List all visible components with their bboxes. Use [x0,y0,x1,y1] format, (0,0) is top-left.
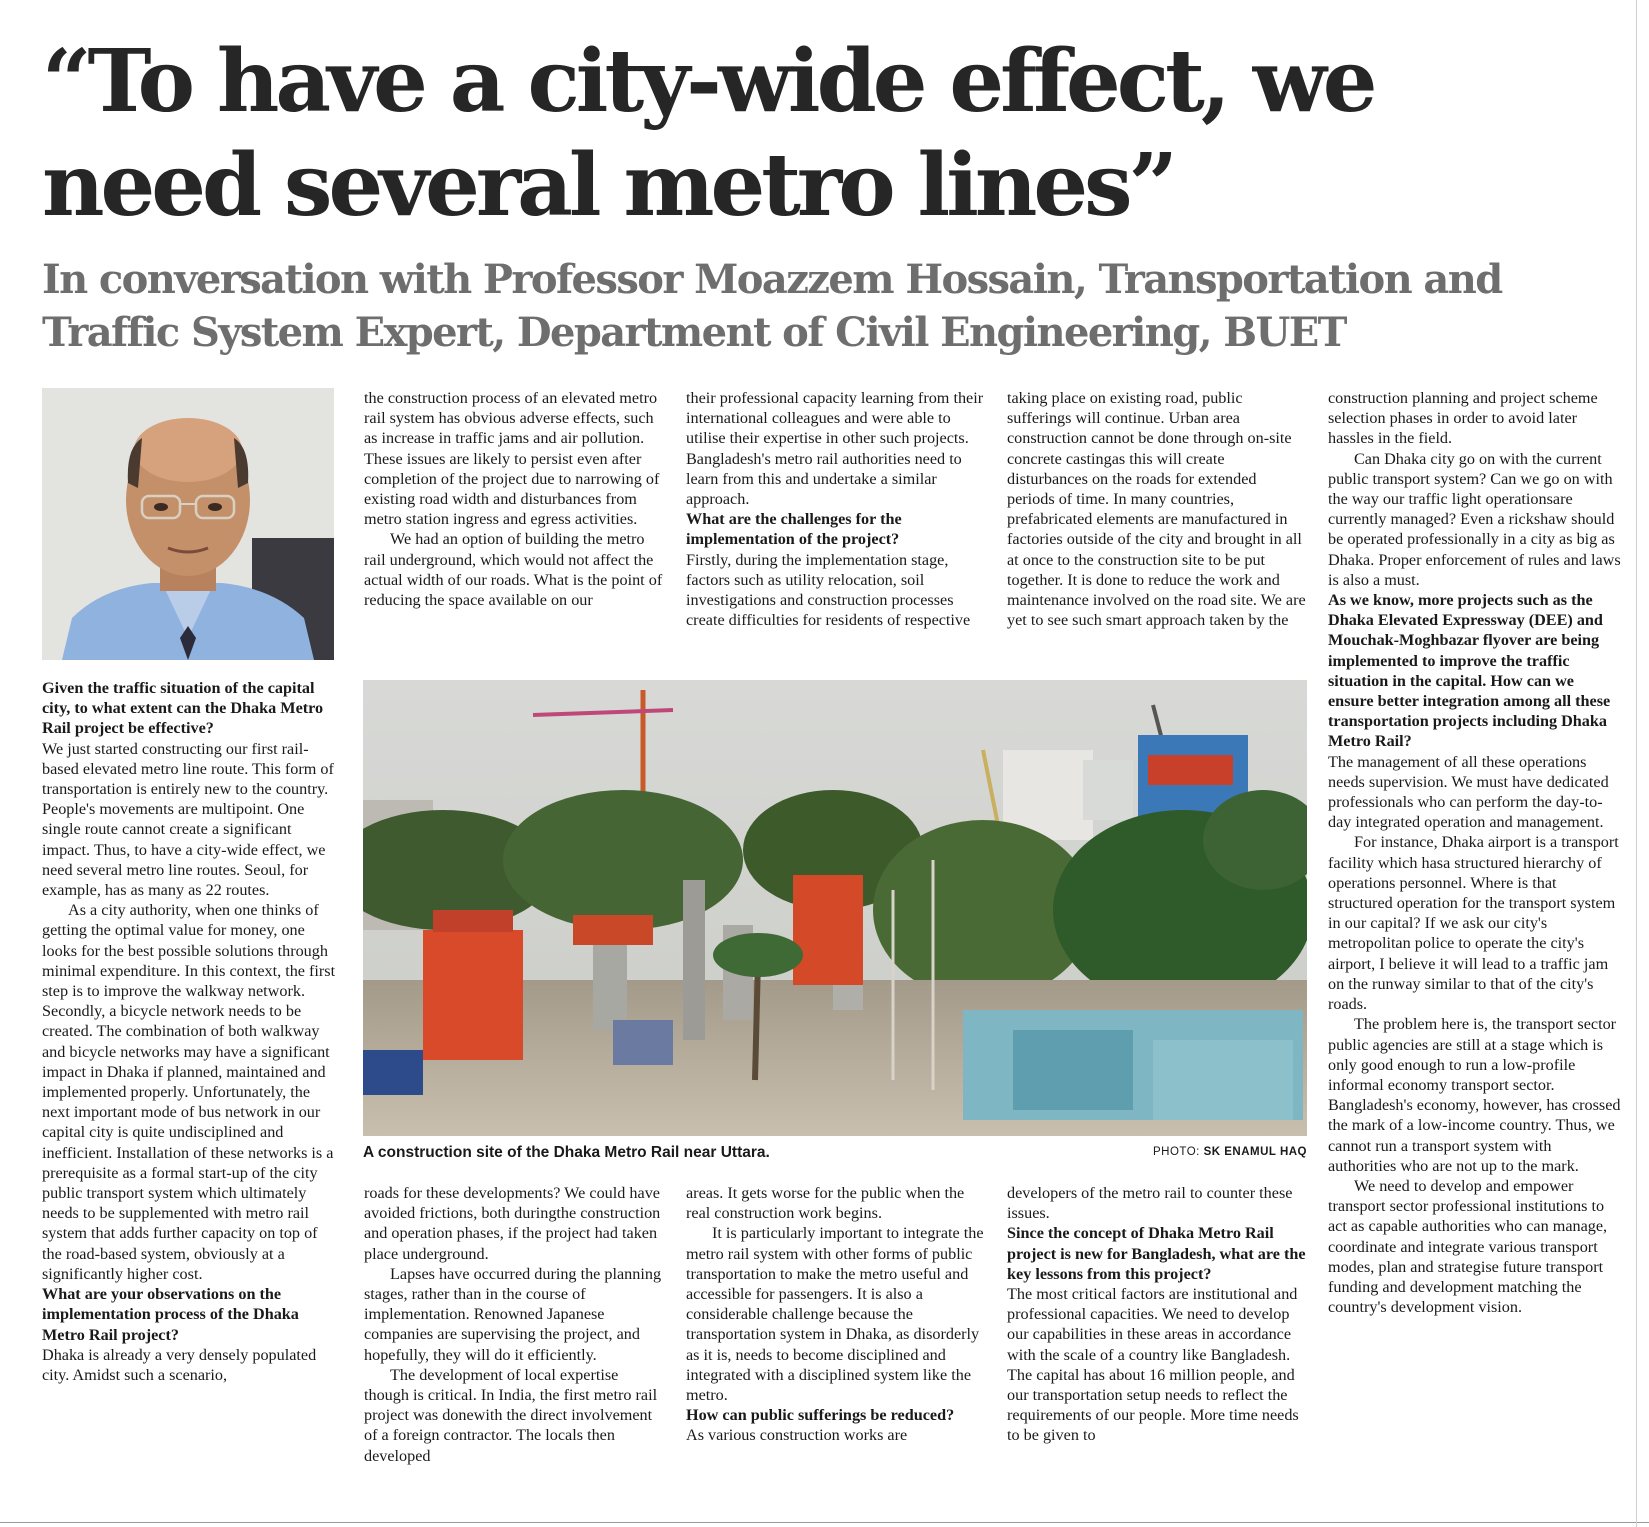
answer-paragraph: The most critical factors are institutional and professional capacities. We need to develop our capabilities in these areas in accordance with the scale of a country like Bangladesh. The capital has about 16 million people, and our transportation setup needs to reflect the requirements of our people. More time needs to be given to [1007,1285,1299,1445]
question-1: Given the traffic situation of the capital city, to what extent can the Dhaka Metro Rail project be effective? [42,679,324,738]
question-4: How can public sufferings be reduced? [686,1406,955,1425]
body-paragraph: We need to develop and empower transport sector professional institutions to act as capable authorities who can manage, coordinate and integrate various transport modes, plan and strategise future transport funding and development matching the country's development vision. [1328,1176,1608,1317]
headline: “To have a city-wide effect, we need several metro lines” [42,31,1374,236]
caption-text: A construction site of the Dhaka Metro Rail near Uttara. [363,1144,770,1161]
body-paragraph: roads for these developments? We could have avoided frictions, both duringthe construction and operation phases, if the project had taken place underground. [364,1184,661,1263]
body-paragraph: For instance, Dhaka airport is a transport facility which hasa structured hierarchy of operations personnel. Where is that structured operation for the transport system in our capital? If we ask our city's metropolitan police to operate the city's airport, I believe it will lead to a traffic jam on the runway similar to that of the city's roads. [1328,833,1619,1014]
body-paragraph: The development of local expertise though is critical. In India, the first metro rail project was donewith the direct involvement of a foreign contractor. The locals then developed [364,1365,658,1465]
answer-paragraph: Dhaka is already a very densely populated city. Amidst such a scenario, [42,1345,317,1384]
body-paragraph: construction planning and project scheme selection phases in order to avoid later hassles in the field. [1328,389,1598,448]
page-edge-rule [1636,0,1637,1527]
question-2: What are your observations on the implementation process of the Dhaka Metro Rail project? [42,1285,299,1344]
credit-prefix: PHOTO: [1153,1146,1200,1158]
body-paragraph: their professional capacity learning from their international colleagues and were able to utilise their expertise in other such projects. Bangladesh's metro rail authorities need to learn from this and undertake a similar approach. [686,389,984,509]
answer-paragraph: As various construction works are [686,1426,908,1445]
portrait-photo [42,388,334,660]
body-paragraph: Lapses have occurred during the planning stages, rather than in the course of implementation. Renowned Japanese companies are supervising the project, and hopefully, they will do it efficiently. [364,1264,662,1364]
article-column-5 [1328,388,1622,1317]
answer-paragraph: We just started constructing our first rail-based elevated metro line route. This form of transportation is entirely new to the country. People's movements are multipoint. One single route cannot create a significant impact. Thus, to have a city-wide effect, we need several metro line routes. Seoul, for example, has as many as 22 routes. [42,739,334,900]
body-paragraph: The problem here is, the transport sector public agencies are still at a stage which is only good enough to run a low-profile informal economy transport sector. Bangladesh's economy, however, has crossed the mark of a low-income country. Thus, we cannot run a transport system with authorities who are not up to the mark. [1328,1015,1621,1175]
article-column-4-bottom [1007,1183,1307,1446]
answer-paragraph: As a city authority, when one thinks of getting the optimal value for money, one looks for the best possible solutions through minimal expenditure. In this context, the first step is to improve the walkway network. Secondly, a bicycle network needs to be created. The combination of both walkway and bicycle networks may have a significant impact in Dhaka if planned, maintained and implemented properly. Unfortunately, the next important mode of bus network in our capital city is quite undisciplined and inefficient. Installation of these networks is a prerequisite as a formal start-up of the city public transport system which ultimately needs to be supplemented with metro rail system that adds further capacity on top of the road-based system, obviously at a significantly higher cost. [42,901,336,1283]
question-3: What are the challenges for the implementation of the project? [686,510,902,549]
subheadline: In conversation with Professor Moazzem Hossain, Transportation and Traffic System Expert, Department of Civil Engineering, BUET [42,256,1502,356]
article-column-2-top [364,388,664,610]
article-column-4-top [1007,388,1307,630]
body-paragraph: We had an option of building the metro rail underground, which would not affect the actual width of our roads. What is the point of reducing the space available on our [364,530,663,610]
article-column-1 [42,678,336,1385]
body-paragraph: taking place on existing road, public sufferings will continue. Urban area construction cannot be done through on-site concrete castingas this will create disturbances on the roads for extended periods of time. In many countries, prefabricated elements are manufactured in factories outside of the city and brought in all at once to the construction site to be put together. It is done to reduce the work and maintenance involved on the road site. We are yet to see such smart approach taken by the [1007,389,1306,630]
body-paragraph: areas. It gets worse for the public when the real construction work begins. [686,1184,965,1223]
body-paragraph: the construction process of an elevated metro rail system has obvious adverse effects, such as increase in traffic jams and air pollution. These issues are likely to persist even after completion of the project due to narrowing of existing road width and disturbances from metro station ingress and egress activities. [364,389,660,529]
question-5: As we know, more projects such as the Dhaka Elevated Expressway (DEE) and Mouchak-Moghbazar flyover are being implemented to improve the traffic situation in the capital. How can we ensure better integration among all these transportation projects including Dhaka Metro Rail? [1328,591,1611,751]
question-6: Since the concept of Dhaka Metro Rail project is new for Bangladesh, what are the key lessons from this project? [1007,1224,1306,1283]
body-paragraph: It is particularly important to integrate the metro rail system with other forms of public transportation to make the metro useful and accessible for passengers. It is also a considerable challenge because the transportation system in Dhaka, as disorderly as it is, needs to become disciplined and integrated with a disciplined system like the metro. [686,1224,984,1405]
article-column-3-top [686,388,986,630]
answer-paragraph: The management of all these operations needs supervision. We must have dedicated professionals who can perform the day-to-day integrated operation and management. [1328,752,1609,832]
photo-caption [363,1144,1307,1164]
bottom-rule [0,1522,1649,1523]
photographer-name: SK ENAMUL HAQ [1203,1146,1307,1158]
article-column-2-bottom [364,1183,664,1466]
body-paragraph: Can Dhaka city go on with the current public transport system? Can we go on with the way our traffic light operationsare currently managed? Even a rickshaw should be operated professionally in a city as big as Dhaka. Proper enforcement of rules and laws is also a must. [1328,449,1621,589]
construction-site-photo [363,680,1307,1136]
body-paragraph: developers of the metro rail to counter these issues. [1007,1184,1293,1223]
article-column-3-bottom [686,1183,986,1446]
answer-paragraph: Firstly, during the implementation stage, factors such as utility relocation, soil investigations and construction processes create difficulties for residents of respective [686,550,971,630]
photo-credit [1153,1146,1307,1158]
